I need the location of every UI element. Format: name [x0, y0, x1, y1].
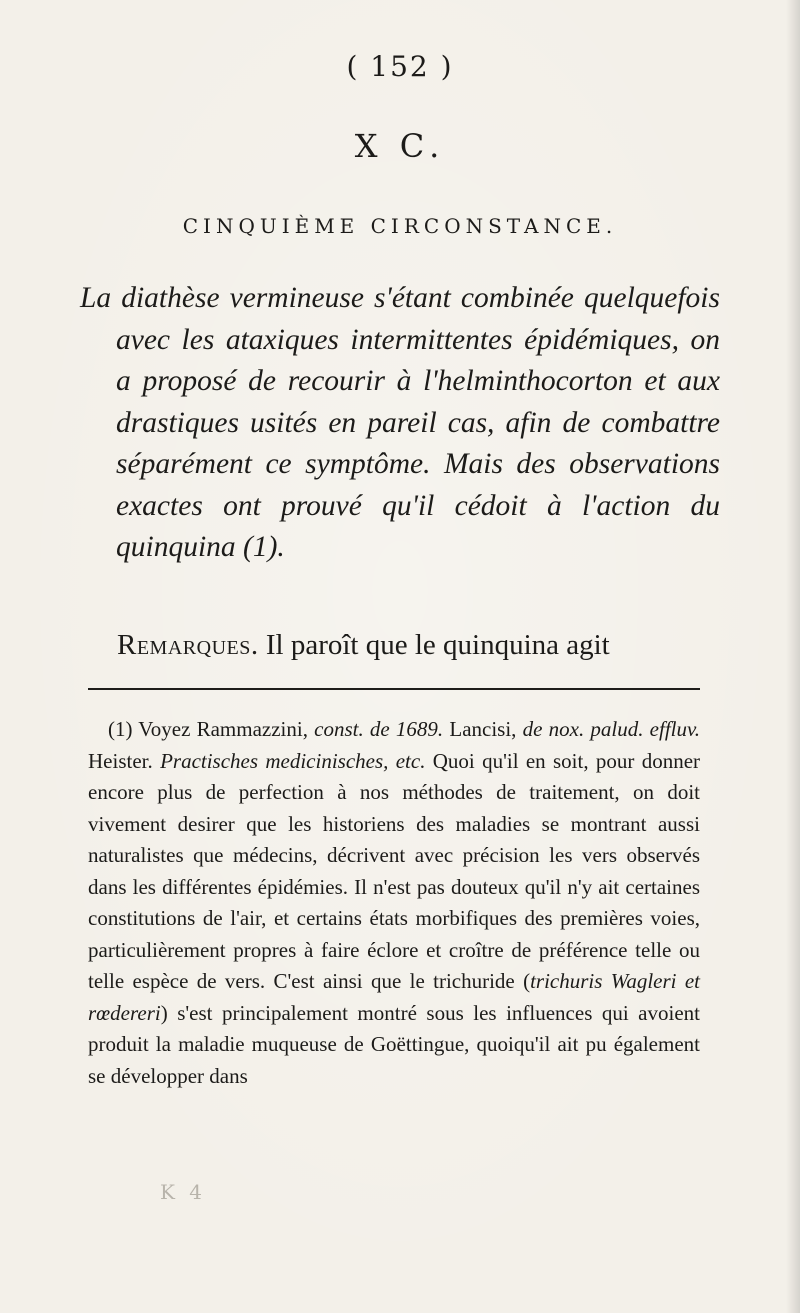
footnote-author: Lancisi,	[443, 717, 517, 741]
remarks-text: Il paroît que le quinquina agit	[258, 629, 610, 661]
remarks-lead: Remarques.	[117, 629, 259, 661]
proposition-paragraph: La diathèse vermineuse s'étant combinée quelquefois avec les ataxiques intermittentes épidémiques, on a proposé de recourir à l'helminthocorton et aux drastiques usités en pareil cas, afin de combattre séparément ce symptôme. Mais des observations exactes ont prouvé qu'il cédoit à l'action du quinquina (1).	[80, 282, 720, 563]
footnote-reference: Practisches medicinisches, etc.	[160, 748, 426, 773]
page-number: ( 152 )	[346, 50, 454, 83]
footnote-reference: const. de 1689.	[314, 717, 444, 741]
footnote-body: Quoi qu'il en soit, pour donner encore plus de perfection à nos méthodes de traitement, on doit vivement desirer que les historiens des maladies se montrant aussi naturalistes que médecins, décrivent avec précision les vers observés dans les différentes épidémies. Il n'est pas douteux qu'il n'y ait certaines constitutions de l'air, et certains états morbifiques des premières voies, particulièrement propres à faire éclore et croître de préférence telle ou telle espèce de vers. C'est ainsi que le trichuride (	[88, 748, 701, 993]
footnote-marker: (1) Voyez Rammazzini,	[108, 717, 308, 741]
footnote-divider	[88, 688, 700, 690]
page-edge-shadow	[786, 0, 800, 1313]
section-number: X C.	[354, 127, 446, 165]
footnote-author: Heister.	[88, 748, 153, 773]
remarks-paragraph	[117, 626, 727, 664]
footnote-body: ) s'est principalement montré sous les influences qui avoient produit la maladie muqueuse de Goëttingue, quoiqu'il ait pu également se développer dans	[88, 1000, 700, 1088]
footnote	[88, 714, 700, 1092]
section-subtitle: CINQUIÈME CIRCONSTANCE.	[182, 214, 618, 238]
footnote-species: trichuris Wagleri et rœdereri	[88, 969, 700, 1025]
signature-mark: K 4	[160, 1180, 207, 1204]
footnote-reference: de nox. palud. effluv.	[522, 717, 700, 741]
